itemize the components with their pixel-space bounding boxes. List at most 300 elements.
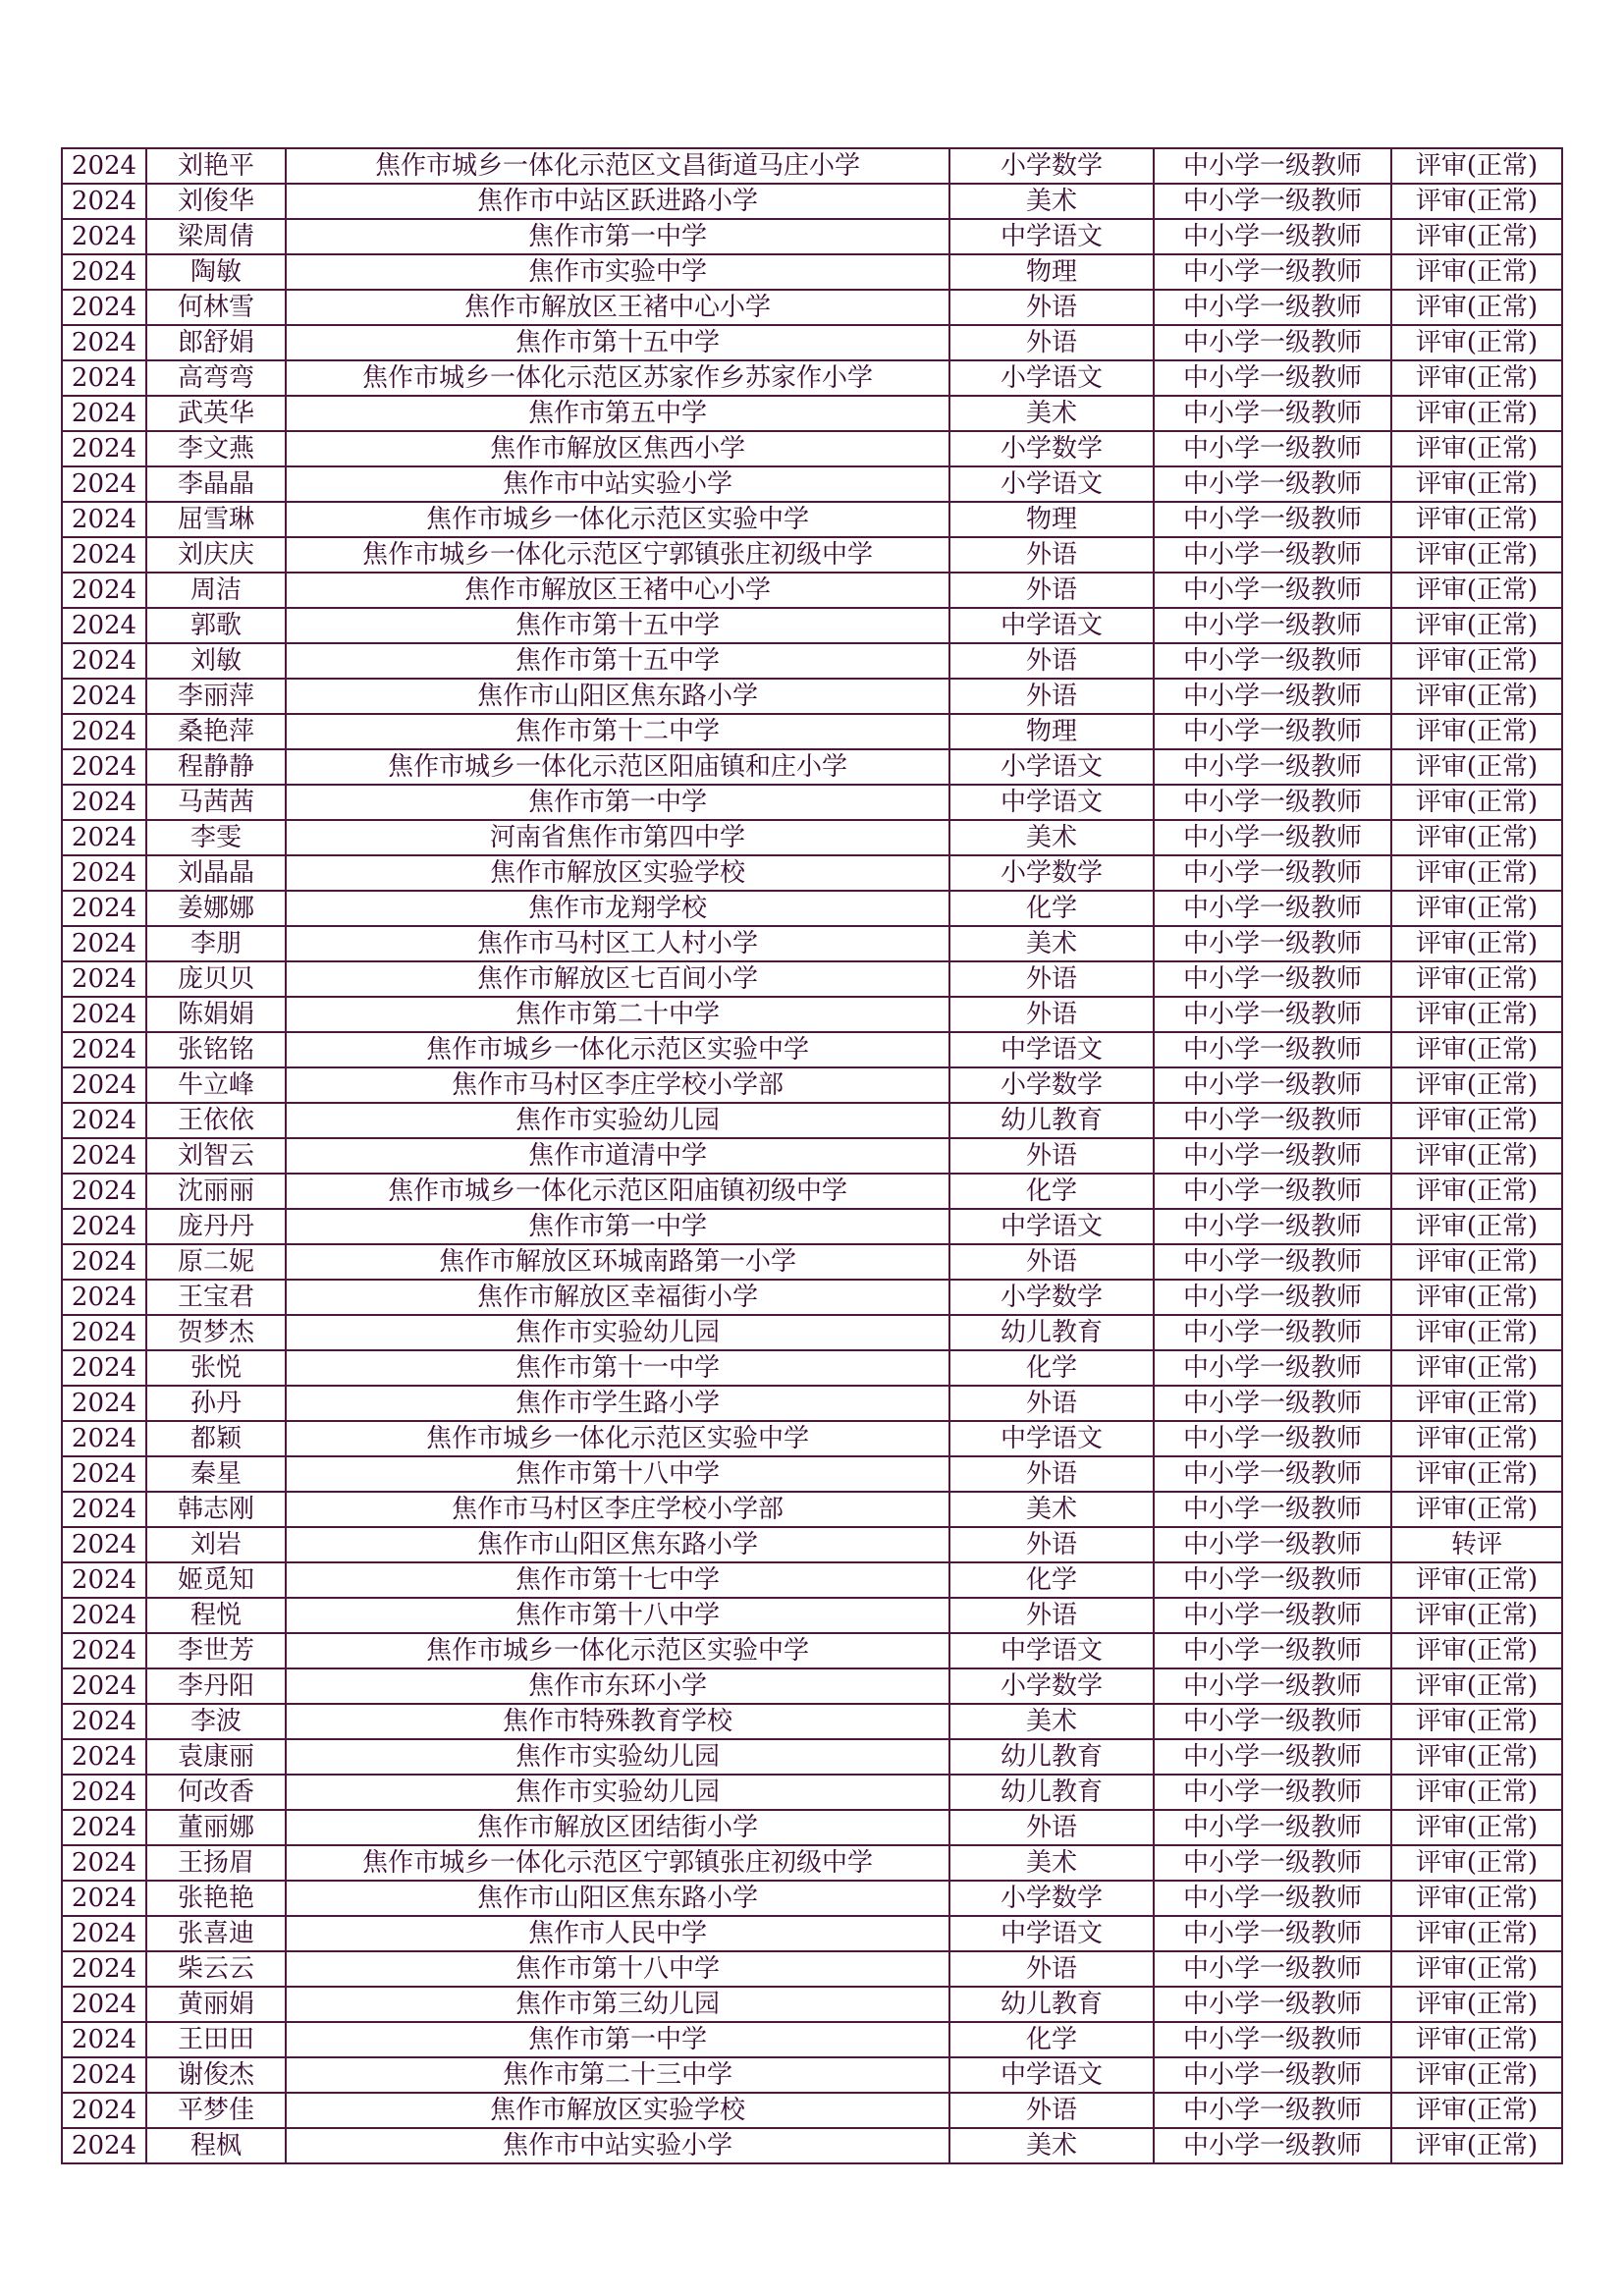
name-cell: 高弯弯 bbox=[146, 360, 286, 396]
year-cell: 2024 bbox=[62, 502, 146, 537]
subject-cell: 外语 bbox=[949, 997, 1154, 1032]
table-row bbox=[62, 1987, 1562, 2022]
name-cell: 秦星 bbox=[146, 1456, 286, 1492]
year-cell: 2024 bbox=[62, 1456, 146, 1492]
subject-cell: 外语 bbox=[949, 2093, 1154, 2128]
table-row bbox=[62, 1421, 1562, 1456]
subject-cell: 外语 bbox=[949, 1138, 1154, 1174]
table-row bbox=[62, 643, 1562, 679]
school-cell: 焦作市城乡一体化示范区苏家作乡苏家作小学 bbox=[286, 360, 949, 396]
table-row bbox=[62, 2057, 1562, 2093]
type-cell: 评审(正常) bbox=[1391, 254, 1562, 290]
title-cell: 中小学一级教师 bbox=[1154, 360, 1391, 396]
type-cell: 评审(正常) bbox=[1391, 855, 1562, 891]
title-cell: 中小学一级教师 bbox=[1154, 2022, 1391, 2057]
name-cell: 何改香 bbox=[146, 1775, 286, 1810]
subject-cell: 小学数学 bbox=[949, 148, 1154, 184]
type-cell: 评审(正常) bbox=[1391, 1067, 1562, 1103]
type-cell: 评审(正常) bbox=[1391, 961, 1562, 997]
name-cell: 谢俊杰 bbox=[146, 2057, 286, 2093]
year-cell: 2024 bbox=[62, 997, 146, 1032]
title-cell: 中小学一级教师 bbox=[1154, 1315, 1391, 1350]
school-cell: 焦作市解放区王褚中心小学 bbox=[286, 290, 949, 325]
title-cell: 中小学一级教师 bbox=[1154, 1421, 1391, 1456]
title-cell: 中小学一级教师 bbox=[1154, 1739, 1391, 1775]
type-cell: 评审(正常) bbox=[1391, 891, 1562, 926]
school-cell: 焦作市第一中学 bbox=[286, 785, 949, 820]
year-cell: 2024 bbox=[62, 785, 146, 820]
title-cell: 中小学一级教师 bbox=[1154, 1067, 1391, 1103]
school-cell: 焦作市解放区实验学校 bbox=[286, 2093, 949, 2128]
table-row bbox=[62, 502, 1562, 537]
table-row bbox=[62, 1916, 1562, 1951]
table-row bbox=[62, 749, 1562, 785]
year-cell: 2024 bbox=[62, 961, 146, 997]
table-row bbox=[62, 1174, 1562, 1209]
school-cell: 焦作市城乡一体化示范区阳庙镇和庄小学 bbox=[286, 749, 949, 785]
subject-cell: 外语 bbox=[949, 1527, 1154, 1562]
school-cell: 焦作市城乡一体化示范区阳庙镇初级中学 bbox=[286, 1174, 949, 1209]
name-cell: 沈丽丽 bbox=[146, 1174, 286, 1209]
year-cell: 2024 bbox=[62, 219, 146, 254]
title-cell: 中小学一级教师 bbox=[1154, 219, 1391, 254]
table-row bbox=[62, 714, 1562, 749]
year-cell: 2024 bbox=[62, 1562, 146, 1598]
type-cell: 评审(正常) bbox=[1391, 1739, 1562, 1775]
title-cell: 中小学一级教师 bbox=[1154, 1103, 1391, 1138]
name-cell: 都颖 bbox=[146, 1421, 286, 1456]
table-row bbox=[62, 184, 1562, 219]
name-cell: 武英华 bbox=[146, 396, 286, 431]
year-cell: 2024 bbox=[62, 254, 146, 290]
subject-cell: 幼儿教育 bbox=[949, 1987, 1154, 2022]
school-cell: 焦作市实验幼儿园 bbox=[286, 1775, 949, 1810]
type-cell: 评审(正常) bbox=[1391, 2057, 1562, 2093]
subject-cell: 外语 bbox=[949, 290, 1154, 325]
title-cell: 中小学一级教师 bbox=[1154, 1845, 1391, 1881]
school-cell: 焦作市实验幼儿园 bbox=[286, 1739, 949, 1775]
year-cell: 2024 bbox=[62, 148, 146, 184]
type-cell: 评审(正常) bbox=[1391, 325, 1562, 360]
subject-cell: 外语 bbox=[949, 325, 1154, 360]
name-cell: 桑艳萍 bbox=[146, 714, 286, 749]
table-row bbox=[62, 537, 1562, 573]
type-cell: 评审(正常) bbox=[1391, 1633, 1562, 1668]
table-row bbox=[62, 785, 1562, 820]
school-cell: 焦作市解放区七百间小学 bbox=[286, 961, 949, 997]
year-cell: 2024 bbox=[62, 1067, 146, 1103]
name-cell: 梁周倩 bbox=[146, 219, 286, 254]
table-row bbox=[62, 2093, 1562, 2128]
type-cell: 评审(正常) bbox=[1391, 1280, 1562, 1315]
title-cell: 中小学一级教师 bbox=[1154, 1775, 1391, 1810]
type-cell: 评审(正常) bbox=[1391, 1562, 1562, 1598]
school-cell: 焦作市龙翔学校 bbox=[286, 891, 949, 926]
table-row bbox=[62, 431, 1562, 466]
school-cell: 河南省焦作市第四中学 bbox=[286, 820, 949, 855]
table-row bbox=[62, 1668, 1562, 1704]
subject-cell: 外语 bbox=[949, 643, 1154, 679]
year-cell: 2024 bbox=[62, 573, 146, 608]
school-cell: 焦作市实验幼儿园 bbox=[286, 1315, 949, 1350]
title-cell: 中小学一级教师 bbox=[1154, 1987, 1391, 2022]
school-cell: 焦作市中站区跃进路小学 bbox=[286, 184, 949, 219]
year-cell: 2024 bbox=[62, 2093, 146, 2128]
subject-cell: 化学 bbox=[949, 1350, 1154, 1386]
name-cell: 程枫 bbox=[146, 2128, 286, 2163]
subject-cell: 中学语文 bbox=[949, 1916, 1154, 1951]
table-row bbox=[62, 290, 1562, 325]
title-cell: 中小学一级教师 bbox=[1154, 1527, 1391, 1562]
year-cell: 2024 bbox=[62, 360, 146, 396]
year-cell: 2024 bbox=[62, 820, 146, 855]
name-cell: 孙丹 bbox=[146, 1386, 286, 1421]
type-cell: 评审(正常) bbox=[1391, 1421, 1562, 1456]
school-cell: 焦作市解放区王褚中心小学 bbox=[286, 573, 949, 608]
school-cell: 焦作市实验幼儿园 bbox=[286, 1103, 949, 1138]
subject-cell: 化学 bbox=[949, 1174, 1154, 1209]
school-cell: 焦作市特殊教育学校 bbox=[286, 1704, 949, 1739]
table-row bbox=[62, 891, 1562, 926]
name-cell: 刘庆庆 bbox=[146, 537, 286, 573]
name-cell: 刘艳平 bbox=[146, 148, 286, 184]
title-cell: 中小学一级教师 bbox=[1154, 2057, 1391, 2093]
name-cell: 李丹阳 bbox=[146, 1668, 286, 1704]
table-row bbox=[62, 1775, 1562, 1810]
subject-cell: 外语 bbox=[949, 537, 1154, 573]
type-cell: 评审(正常) bbox=[1391, 714, 1562, 749]
subject-cell: 幼儿教育 bbox=[949, 1103, 1154, 1138]
school-cell: 焦作市解放区焦西小学 bbox=[286, 431, 949, 466]
school-cell: 焦作市第三幼儿园 bbox=[286, 1987, 949, 2022]
name-cell: 王依依 bbox=[146, 1103, 286, 1138]
table-row bbox=[62, 1598, 1562, 1633]
name-cell: 王扬眉 bbox=[146, 1845, 286, 1881]
table-row bbox=[62, 254, 1562, 290]
type-cell: 评审(正常) bbox=[1391, 219, 1562, 254]
year-cell: 2024 bbox=[62, 431, 146, 466]
type-cell: 评审(正常) bbox=[1391, 396, 1562, 431]
subject-cell: 中学语文 bbox=[949, 219, 1154, 254]
school-cell: 焦作市第十八中学 bbox=[286, 1598, 949, 1633]
year-cell: 2024 bbox=[62, 466, 146, 502]
name-cell: 刘智云 bbox=[146, 1138, 286, 1174]
name-cell: 柴云云 bbox=[146, 1951, 286, 1987]
subject-cell: 小学数学 bbox=[949, 1881, 1154, 1916]
title-cell: 中小学一级教师 bbox=[1154, 1138, 1391, 1174]
year-cell: 2024 bbox=[62, 855, 146, 891]
school-cell: 焦作市第五中学 bbox=[286, 396, 949, 431]
year-cell: 2024 bbox=[62, 1951, 146, 1987]
year-cell: 2024 bbox=[62, 1916, 146, 1951]
table-row bbox=[62, 360, 1562, 396]
name-cell: 刘敏 bbox=[146, 643, 286, 679]
subject-cell: 化学 bbox=[949, 2022, 1154, 2057]
year-cell: 2024 bbox=[62, 290, 146, 325]
title-cell: 中小学一级教师 bbox=[1154, 1244, 1391, 1280]
title-cell: 中小学一级教师 bbox=[1154, 537, 1391, 573]
subject-cell: 美术 bbox=[949, 396, 1154, 431]
type-cell: 评审(正常) bbox=[1391, 749, 1562, 785]
name-cell: 袁康丽 bbox=[146, 1739, 286, 1775]
title-cell: 中小学一级教师 bbox=[1154, 926, 1391, 961]
table-row bbox=[62, 926, 1562, 961]
name-cell: 王田田 bbox=[146, 2022, 286, 2057]
type-cell: 评审(正常) bbox=[1391, 1244, 1562, 1280]
year-cell: 2024 bbox=[62, 926, 146, 961]
subject-cell: 外语 bbox=[949, 1951, 1154, 1987]
table-row bbox=[62, 1103, 1562, 1138]
subject-cell: 外语 bbox=[949, 1810, 1154, 1845]
year-cell: 2024 bbox=[62, 891, 146, 926]
title-cell: 中小学一级教师 bbox=[1154, 573, 1391, 608]
name-cell: 庞贝贝 bbox=[146, 961, 286, 997]
name-cell: 姬觅知 bbox=[146, 1562, 286, 1598]
name-cell: 贺梦杰 bbox=[146, 1315, 286, 1350]
table-row bbox=[62, 1456, 1562, 1492]
subject-cell: 中学语文 bbox=[949, 785, 1154, 820]
year-cell: 2024 bbox=[62, 1032, 146, 1067]
subject-cell: 中学语文 bbox=[949, 1032, 1154, 1067]
subject-cell: 小学数学 bbox=[949, 1668, 1154, 1704]
subject-cell: 美术 bbox=[949, 1492, 1154, 1527]
type-cell: 评审(正常) bbox=[1391, 1174, 1562, 1209]
school-cell: 焦作市第十一中学 bbox=[286, 1350, 949, 1386]
title-cell: 中小学一级教师 bbox=[1154, 1032, 1391, 1067]
table-row bbox=[62, 997, 1562, 1032]
table-row bbox=[62, 1492, 1562, 1527]
subject-cell: 美术 bbox=[949, 184, 1154, 219]
year-cell: 2024 bbox=[62, 184, 146, 219]
type-cell: 评审(正常) bbox=[1391, 2128, 1562, 2163]
type-cell: 评审(正常) bbox=[1391, 360, 1562, 396]
title-cell: 中小学一级教师 bbox=[1154, 961, 1391, 997]
type-cell: 评审(正常) bbox=[1391, 1951, 1562, 1987]
type-cell: 评审(正常) bbox=[1391, 290, 1562, 325]
name-cell: 马茜茜 bbox=[146, 785, 286, 820]
name-cell: 王宝君 bbox=[146, 1280, 286, 1315]
year-cell: 2024 bbox=[62, 2057, 146, 2093]
title-cell: 中小学一级教师 bbox=[1154, 855, 1391, 891]
year-cell: 2024 bbox=[62, 325, 146, 360]
school-cell: 焦作市第一中学 bbox=[286, 2022, 949, 2057]
title-cell: 中小学一级教师 bbox=[1154, 290, 1391, 325]
name-cell: 张悦 bbox=[146, 1350, 286, 1386]
type-cell: 评审(正常) bbox=[1391, 1492, 1562, 1527]
name-cell: 屈雪琳 bbox=[146, 502, 286, 537]
table-row bbox=[62, 396, 1562, 431]
subject-cell: 中学语文 bbox=[949, 2057, 1154, 2093]
subject-cell: 外语 bbox=[949, 1386, 1154, 1421]
school-cell: 焦作市马村区李庄学校小学部 bbox=[286, 1492, 949, 1527]
subject-cell: 美术 bbox=[949, 926, 1154, 961]
school-cell: 焦作市解放区幸福街小学 bbox=[286, 1280, 949, 1315]
title-cell: 中小学一级教师 bbox=[1154, 1492, 1391, 1527]
table-row bbox=[62, 1739, 1562, 1775]
school-cell: 焦作市城乡一体化示范区实验中学 bbox=[286, 502, 949, 537]
subject-cell: 外语 bbox=[949, 573, 1154, 608]
year-cell: 2024 bbox=[62, 714, 146, 749]
type-cell: 评审(正常) bbox=[1391, 1881, 1562, 1916]
year-cell: 2024 bbox=[62, 1775, 146, 1810]
title-cell: 中小学一级教师 bbox=[1154, 1633, 1391, 1668]
year-cell: 2024 bbox=[62, 1668, 146, 1704]
title-cell: 中小学一级教师 bbox=[1154, 608, 1391, 643]
school-cell: 焦作市中站实验小学 bbox=[286, 2128, 949, 2163]
type-cell: 评审(正常) bbox=[1391, 1845, 1562, 1881]
year-cell: 2024 bbox=[62, 1810, 146, 1845]
title-cell: 中小学一级教师 bbox=[1154, 502, 1391, 537]
year-cell: 2024 bbox=[62, 608, 146, 643]
year-cell: 2024 bbox=[62, 1280, 146, 1315]
teacher-list-table bbox=[61, 147, 1563, 2164]
school-cell: 焦作市解放区团结街小学 bbox=[286, 1810, 949, 1845]
table-row bbox=[62, 1704, 1562, 1739]
subject-cell: 小学语文 bbox=[949, 466, 1154, 502]
subject-cell: 中学语文 bbox=[949, 1633, 1154, 1668]
name-cell: 张喜迪 bbox=[146, 1916, 286, 1951]
table-row bbox=[62, 608, 1562, 643]
year-cell: 2024 bbox=[62, 1527, 146, 1562]
name-cell: 李丽萍 bbox=[146, 679, 286, 714]
type-cell: 评审(正常) bbox=[1391, 502, 1562, 537]
title-cell: 中小学一级教师 bbox=[1154, 1386, 1391, 1421]
title-cell: 中小学一级教师 bbox=[1154, 1668, 1391, 1704]
table-row bbox=[62, 1032, 1562, 1067]
subject-cell: 外语 bbox=[949, 1244, 1154, 1280]
title-cell: 中小学一级教师 bbox=[1154, 466, 1391, 502]
year-cell: 2024 bbox=[62, 1174, 146, 1209]
subject-cell: 中学语文 bbox=[949, 1209, 1154, 1244]
name-cell: 张艳艳 bbox=[146, 1881, 286, 1916]
name-cell: 张铭铭 bbox=[146, 1032, 286, 1067]
year-cell: 2024 bbox=[62, 1881, 146, 1916]
subject-cell: 中学语文 bbox=[949, 1421, 1154, 1456]
type-cell: 评审(正常) bbox=[1391, 1209, 1562, 1244]
school-cell: 焦作市城乡一体化示范区实验中学 bbox=[286, 1421, 949, 1456]
school-cell: 焦作市第十八中学 bbox=[286, 1456, 949, 1492]
table-row bbox=[62, 1810, 1562, 1845]
year-cell: 2024 bbox=[62, 1315, 146, 1350]
type-cell: 评审(正常) bbox=[1391, 1668, 1562, 1704]
school-cell: 焦作市人民中学 bbox=[286, 1916, 949, 1951]
name-cell: 李世芳 bbox=[146, 1633, 286, 1668]
type-cell: 评审(正常) bbox=[1391, 1704, 1562, 1739]
title-cell: 中小学一级教师 bbox=[1154, 714, 1391, 749]
year-cell: 2024 bbox=[62, 1598, 146, 1633]
table-body bbox=[62, 148, 1562, 2163]
table-row bbox=[62, 1244, 1562, 1280]
school-cell: 焦作市城乡一体化示范区实验中学 bbox=[286, 1633, 949, 1668]
year-cell: 2024 bbox=[62, 1244, 146, 1280]
table-row bbox=[62, 1280, 1562, 1315]
type-cell: 评审(正常) bbox=[1391, 1987, 1562, 2022]
type-cell: 评审(正常) bbox=[1391, 997, 1562, 1032]
type-cell: 评审(正常) bbox=[1391, 1456, 1562, 1492]
type-cell: 评审(正常) bbox=[1391, 785, 1562, 820]
title-cell: 中小学一级教师 bbox=[1154, 891, 1391, 926]
title-cell: 中小学一级教师 bbox=[1154, 325, 1391, 360]
school-cell: 焦作市第十五中学 bbox=[286, 608, 949, 643]
subject-cell: 幼儿教育 bbox=[949, 1739, 1154, 1775]
subject-cell: 美术 bbox=[949, 1704, 1154, 1739]
title-cell: 中小学一级教师 bbox=[1154, 1598, 1391, 1633]
title-cell: 中小学一级教师 bbox=[1154, 431, 1391, 466]
title-cell: 中小学一级教师 bbox=[1154, 679, 1391, 714]
year-cell: 2024 bbox=[62, 679, 146, 714]
subject-cell: 小学数学 bbox=[949, 855, 1154, 891]
subject-cell: 幼儿教育 bbox=[949, 1315, 1154, 1350]
title-cell: 中小学一级教师 bbox=[1154, 1350, 1391, 1386]
name-cell: 周洁 bbox=[146, 573, 286, 608]
table-row bbox=[62, 325, 1562, 360]
table-row bbox=[62, 1881, 1562, 1916]
table-row bbox=[62, 573, 1562, 608]
type-cell: 评审(正常) bbox=[1391, 1138, 1562, 1174]
type-cell: 转评 bbox=[1391, 1527, 1562, 1562]
name-cell: 何林雪 bbox=[146, 290, 286, 325]
table-row bbox=[62, 466, 1562, 502]
year-cell: 2024 bbox=[62, 1704, 146, 1739]
type-cell: 评审(正常) bbox=[1391, 1775, 1562, 1810]
school-cell: 焦作市马村区李庄学校小学部 bbox=[286, 1067, 949, 1103]
table-row bbox=[62, 1633, 1562, 1668]
name-cell: 李朋 bbox=[146, 926, 286, 961]
name-cell: 程静静 bbox=[146, 749, 286, 785]
type-cell: 评审(正常) bbox=[1391, 184, 1562, 219]
name-cell: 原二妮 bbox=[146, 1244, 286, 1280]
school-cell: 焦作市第十五中学 bbox=[286, 643, 949, 679]
school-cell: 焦作市第二十三中学 bbox=[286, 2057, 949, 2093]
year-cell: 2024 bbox=[62, 1138, 146, 1174]
subject-cell: 小学语文 bbox=[949, 749, 1154, 785]
title-cell: 中小学一级教师 bbox=[1154, 2093, 1391, 2128]
subject-cell: 美术 bbox=[949, 2128, 1154, 2163]
title-cell: 中小学一级教师 bbox=[1154, 1881, 1391, 1916]
title-cell: 中小学一级教师 bbox=[1154, 997, 1391, 1032]
name-cell: 郭歌 bbox=[146, 608, 286, 643]
type-cell: 评审(正常) bbox=[1391, 2093, 1562, 2128]
school-cell: 焦作市实验中学 bbox=[286, 254, 949, 290]
table-row bbox=[62, 2022, 1562, 2057]
year-cell: 2024 bbox=[62, 1386, 146, 1421]
school-cell: 焦作市第一中学 bbox=[286, 219, 949, 254]
type-cell: 评审(正常) bbox=[1391, 466, 1562, 502]
table-row bbox=[62, 820, 1562, 855]
title-cell: 中小学一级教师 bbox=[1154, 2128, 1391, 2163]
school-cell: 焦作市第二十中学 bbox=[286, 997, 949, 1032]
subject-cell: 小学数学 bbox=[949, 1280, 1154, 1315]
name-cell: 李波 bbox=[146, 1704, 286, 1739]
type-cell: 评审(正常) bbox=[1391, 679, 1562, 714]
school-cell: 焦作市第十八中学 bbox=[286, 1951, 949, 1987]
type-cell: 评审(正常) bbox=[1391, 1598, 1562, 1633]
year-cell: 2024 bbox=[62, 1633, 146, 1668]
name-cell: 陶敏 bbox=[146, 254, 286, 290]
school-cell: 焦作市马村区工人村小学 bbox=[286, 926, 949, 961]
school-cell: 焦作市解放区实验学校 bbox=[286, 855, 949, 891]
name-cell: 陈娟娟 bbox=[146, 997, 286, 1032]
name-cell: 董丽娜 bbox=[146, 1810, 286, 1845]
type-cell: 评审(正常) bbox=[1391, 1103, 1562, 1138]
title-cell: 中小学一级教师 bbox=[1154, 254, 1391, 290]
school-cell: 焦作市城乡一体化示范区文昌街道马庄小学 bbox=[286, 148, 949, 184]
type-cell: 评审(正常) bbox=[1391, 926, 1562, 961]
table-row bbox=[62, 961, 1562, 997]
subject-cell: 小学语文 bbox=[949, 360, 1154, 396]
table-row bbox=[62, 219, 1562, 254]
type-cell: 评审(正常) bbox=[1391, 537, 1562, 573]
